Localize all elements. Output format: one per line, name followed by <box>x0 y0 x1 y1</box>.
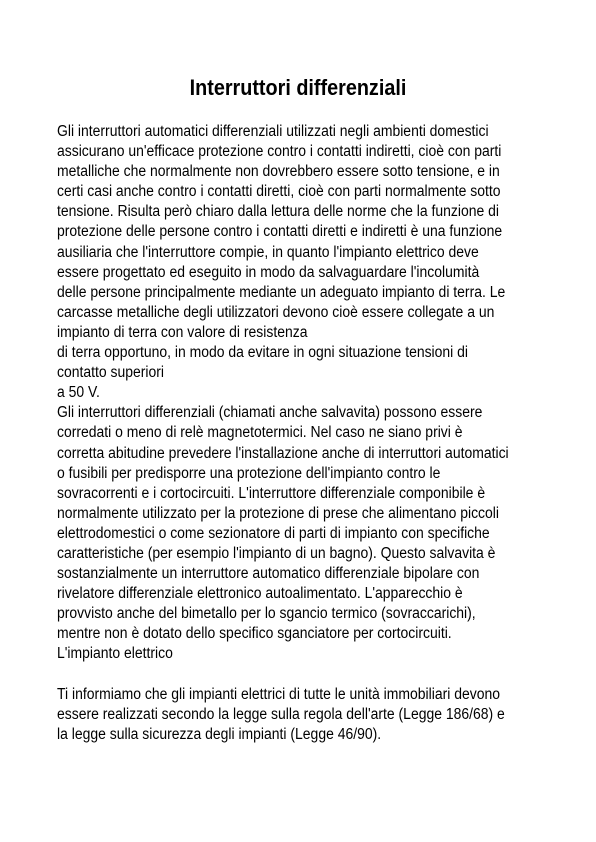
text-line: assicurano un'efficace protezione contro i contatti indiretti, cioè con parti <box>57 143 502 161</box>
text-line: impianto di terra con valore di resistenza <box>57 323 308 341</box>
text-line: metalliche che normalmente non dovrebbero essere sotto tensione, e in <box>57 163 500 181</box>
text-line: caratteristiche (per esempio l'impianto di un bagno). Questo salvavita è <box>57 544 496 562</box>
text-line: sovracorrenti e i cortocircuiti. L'interruttore differenziale componibile è <box>57 484 486 502</box>
text-line: di terra opportuno, in modo da evitare in ogni situazione tensioni di <box>57 344 469 362</box>
text-line: elettrodomestici o come sezionatore di parti di impianto con specifiche <box>57 524 490 542</box>
text-line: Gli interruttori automatici differenziali utilizzati negli ambienti domestici <box>57 123 489 140</box>
text-line: normalmente utilizzato per la protezione di prese che alimentano piccoli <box>57 504 499 522</box>
text-line: o fusibili per predisporre una protezione dell'impianto contro le <box>57 464 441 482</box>
text-line: sostanzialmente un interruttore automatico differenziale bipolare con <box>57 565 480 583</box>
text-line: carcasse metalliche degli utilizzatori devono cioè essere collegate a un <box>57 303 495 321</box>
main-paragraph <box>57 122 577 665</box>
text-line: contatto superiori <box>57 364 165 382</box>
text-line: L'impianto elettrico <box>57 645 173 663</box>
text-line: Gli interruttori differenziali (chiamati anche salvavita) possono essere <box>57 404 483 422</box>
text-line: corredati o meno di relè magnetotermici. Nel caso ne siano privi è <box>57 424 463 442</box>
closing-paragraph <box>57 685 577 745</box>
text-line: provvisto anche del bimetallo per lo sgancio termico (sovraccarichi), <box>57 605 476 623</box>
text-line: rivelatore differenziale elettronico autoalimentato. L'apparecchio è <box>57 585 463 603</box>
text-line: la legge sulla sicurezza degli impianti (Legge 46/90). <box>57 725 382 743</box>
text-line: ausiliaria che l'interruttore compie, in quanto l'impianto elettrico deve <box>57 243 479 261</box>
page-title: Interruttori differenziali <box>189 75 407 100</box>
text-line: protezione delle persone contro i contatti diretti e indiretti è una funzione <box>57 223 503 241</box>
text-line: mentre non è dotato dello specifico sganciatore per cortocircuiti. <box>57 625 452 643</box>
text-line: certi casi anche contro i contatti diretti, cioè con parti normalmente sotto <box>57 183 501 201</box>
text-line: delle persone principalmente mediante un adeguato impianto di terra. Le <box>57 283 506 301</box>
text-line: essere realizzati secondo la legge sulla regola dell'arte (Legge 186/68) e <box>57 705 505 723</box>
text-line: Ti informiamo che gli impianti elettrici di tutte le unità immobiliari devono <box>57 685 500 703</box>
text-line: a 50 V. <box>57 384 100 402</box>
text-line: essere progettato ed eseguito in modo da salvaguardare l'incolumità <box>57 263 480 281</box>
document-body <box>57 122 577 745</box>
text-line: corretta abitudine prevedere l'installazione anche di interruttori automatici <box>57 444 509 462</box>
text-line: tensione. Risulta però chiaro dalla lettura delle norme che la funzione di <box>57 203 500 221</box>
paragraph-gap <box>57 665 577 685</box>
